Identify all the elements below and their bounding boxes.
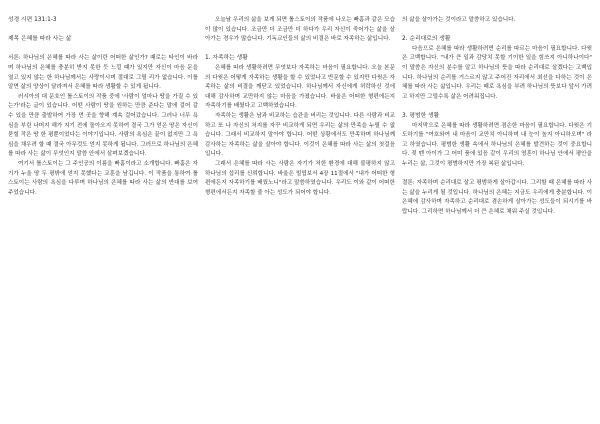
section-heading-3: 3. 평범한 생활 (402, 112, 440, 119)
scripture-reference: 성경 시편 131:1-3 (8, 17, 57, 23)
section-heading-2: 2. 순리대로의 생활 (402, 36, 451, 43)
body-paragraph: 그래서 은혜를 따라 사는 사람은 자기가 처한 환경에 대해 불평하지 않고 하나님의 섭리를 신뢰합니다. 바울은 빌립보서 4장 11절에서 "내가 어떠한 형편에든지 자족하기를 배웠노니"라고 말씀하였습니다. 우리도 이와 같이 어떠한 형편에서든지 자족할 줄 아는 성도가 되어야 합니다. (205, 160, 395, 196)
column-left (8, 16, 198, 418)
column-right (402, 16, 592, 418)
conclusion-paragraph: 결론: 자족하며 순리대로 살고 평범하게 살아갑시다. 그리할 때 은혜를 따라 사는 삶을 누리게 될 것입니다. 하나님의 은혜는 지금도 우리에게 충분합니다. 이 은혜에 감사하며 자족하고 순리대로 겸손하게 살아가는 성도들이 되시기를 바랍니다. 그리하면 하나님께서 더 큰 은혜로 채워 주실 것입니다. (402, 180, 592, 215)
column-middle (205, 16, 395, 418)
body-paragraph: 러시아의 대 문호인 톨스토이의 작품 중에 '사람이 얼마나 땅을 가질 수 있는가'라는 글이 있습니다. 어떤 사람이 땅을 원하는 만큼 준다는 말에 걸어 갈 수 있을 만큼 출발하여 가장 먼 곳을 향해 계속 걸어갔습니다. 그러나 너무 욕심을 부린 나머지 해가 지기 전에 돌아오지 못하여 결국 그가 얻은 땅은 자신이 묻힐 작은 땅 한 평뿐이었다는 이야기입니다. 사람의 욕심은 끝이 없지만 그 욕심을 채우려 할 때 결국 아무것도 얻지 못하게 됩니다. 그러므로 하나님의 은혜를 따라 사는 삶이 무엇인지 말씀 안에서 살펴보겠습니다. (8, 93, 198, 158)
sermon-title: 제목 은혜를 따라 사는 삶 (8, 36, 72, 43)
body-paragraph: 다음으로 은혜를 따라 생활하려면 순리를 따르는 마음이 필요합니다. 다윗은 고백합니다. "내가 큰 일과 감당치 못할 기이한 일을 힘쓰지 아니하나이다" 이 말씀은 자신의 분수를 알고 하나님의 뜻을 따라 순리대로 살겠다는 고백입니다. 하나님의 순리를 거스르지 않고 주어진 자리에서 최선을 다하는 것이 은혜를 따라 사는 삶입니다. 우리는 때로 욕심을 부려 하나님의 뜻보다 앞서 가려고 하지만 그럴수록 삶은 어려워집니다. (402, 45, 592, 100)
intro-paragraph: 서론: 하나님의 은혜를 따라 사는 삶이란 어떠한 삶인가? 때로는 타인이 바라며 하나님의 은혜를 충분히 받지 못한 듯 느낄 때가 있지만 자신이 마음 문을 열고 있지 않는 한 하나님께서는 사랑이시며 절대로 그릴 리가 없습니다. 이를 알면 삶의 양상이 달라져서 은혜를 따라 생활할 수 있게 됩니다. (8, 55, 198, 91)
body-paragraph: 은혜를 따라 생활하려면 무엇보다 자족하는 마음이 필요합니다. 오늘 본문의 다윗은 어떻게 자족하는 생활을 할 수 있었나고 반문할 수 있지만 다윗은 자족하는 삶의 비결을 깨닫고 있었습니다. 하나님께서 자신에게 허락하신 것에 대해 감사하며 교만하지 않는 마음을 가졌습니다. 바울은 어떠한 형편에든지 자족하기를 배웠다고 고백하였습니다. (205, 64, 395, 110)
body-paragraph: 여기서 톨스토이는 그 주인공의 이름을 빠홈이라고 소개합니다. 빠홈은 자기가 누울 땅 두 평밖에 얻지 못했다는 교훈을 남깁니다. 이 작품을 통하여 톨스토이는 사람의 욕심을 다루며 하나님의 은혜를 따라 사는 삶의 반대를 보여주었습니다. (8, 160, 198, 196)
body-paragraph: 마지막으로 은혜를 따라 생활하려면 겸손한 마음이 필요합니다. 다윗은 기도하기를 "여호와여 내 마음이 교만치 아니하며 내 눈이 높지 아니하오며" 라고 하였습니다. 평범한 생활 속에서 하나님의 은혜를 발견하는 것이 중요합니다. 젖 뗀 아이가 그 어미 품에 있음 같이 우리의 영혼이 하나님 안에서 평안을 누리는 삶, 그것이 평범하지만 가장 복된 삶입니다. (402, 122, 592, 167)
section-heading-1: 1. 자족하는 생활 (205, 55, 248, 62)
body-paragraph: 자족하는 생활은 남과 비교하는 습관을 버리는 것입니다. 다른 사람과 비교하고 또 나 자신의 처지를 자꾸 비교하게 되면 우리는 삶의 만족을 누릴 수 없습니다. 그래서 비교하지 말아야 합니다. 어떤 상황에서도 만족하며 하나님께 감사하는 자족하는 삶을 살아야 합니다. 이것이 은혜를 따라 사는 삶의 첫걸음입니다. (205, 112, 395, 158)
body-paragraph: 의 삶을 살아가는 것이라고 말씀하고 있습니다. (402, 17, 516, 23)
body-paragraph: 오늘날 우리의 삶을 보게 되면 톨스토이의 작품에 나오는 빠홈과 같은 모습이 많이 있습니다. 조금만 더 조금만 더 하다가 우리 자신이 죽어가는 삶을 살아가는 경우가 많습니다. 기독교인들의 삶의 비결은 바로 자족하는 삶입니다. (205, 17, 395, 43)
